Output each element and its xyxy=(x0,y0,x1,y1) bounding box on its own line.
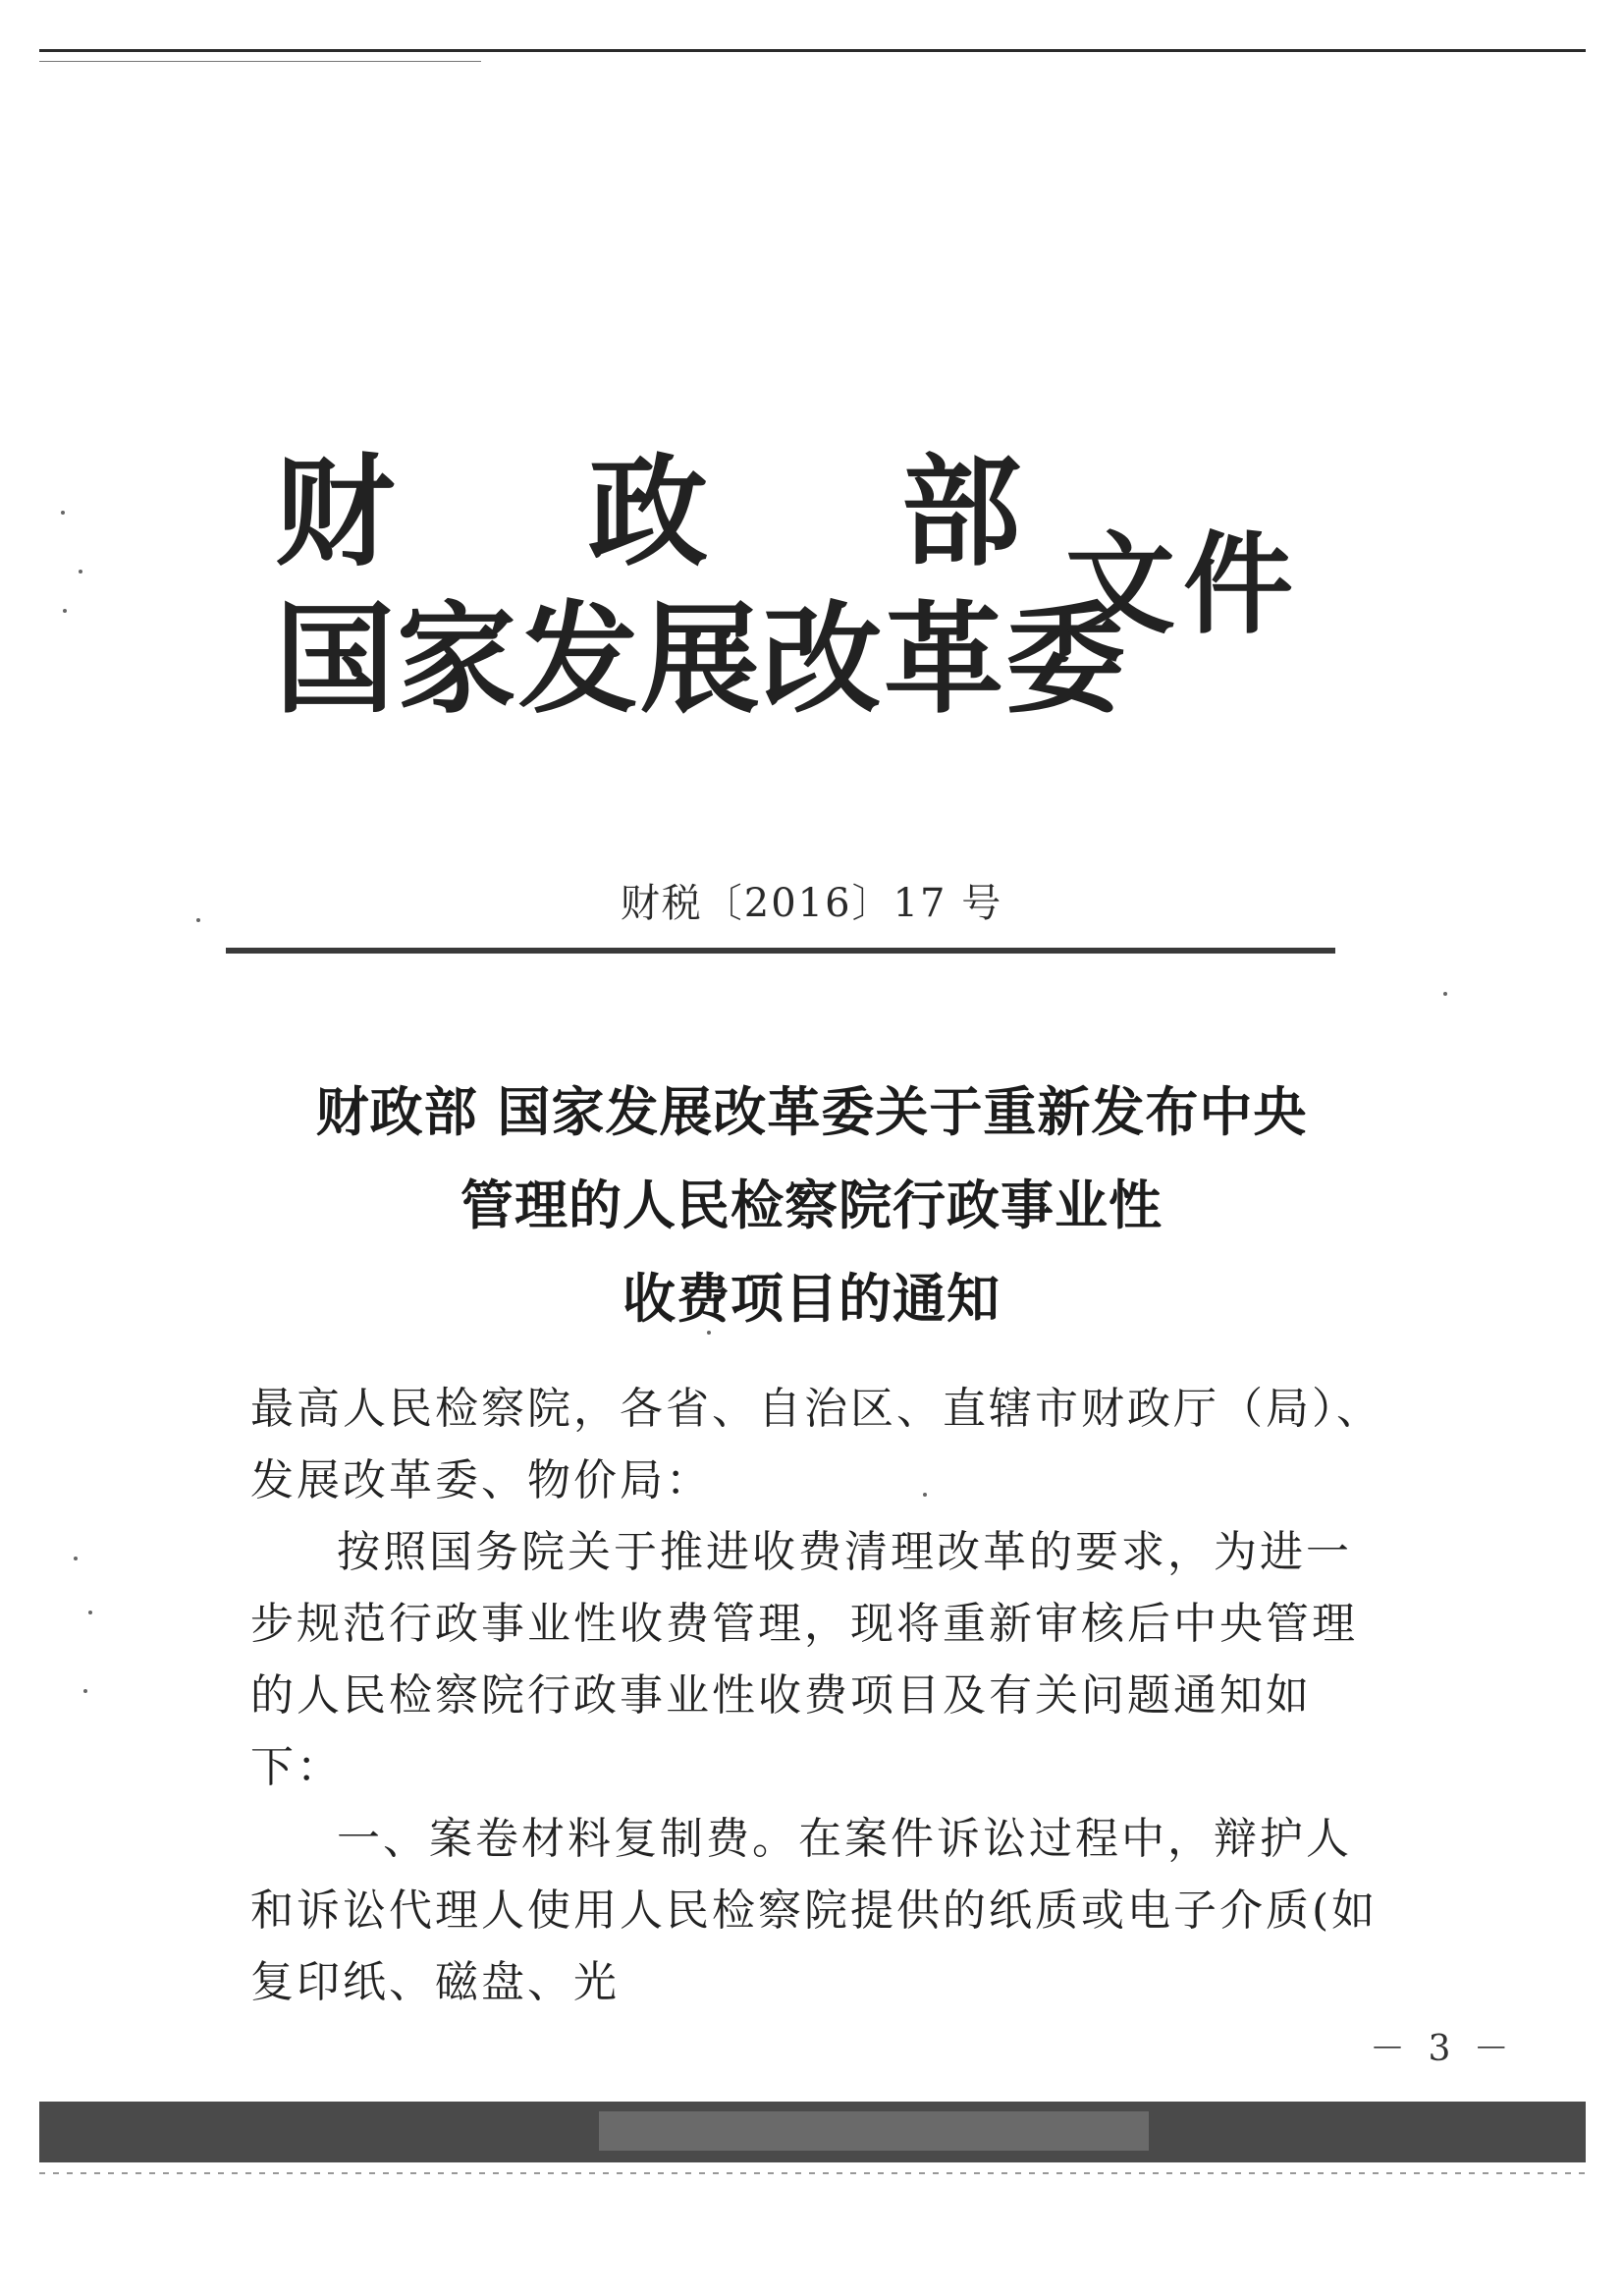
notice-title xyxy=(0,1066,1623,1345)
document-kind-label: 文件 xyxy=(1065,520,1301,649)
issuer-line-finance-ministry xyxy=(275,441,1021,582)
issuer-char: 财 xyxy=(275,441,395,582)
document-number: 财税〔2016〕17 号 xyxy=(620,881,1003,926)
issuer-line-ndrc: 国家发展改革委 xyxy=(275,588,1127,730)
scan-speck xyxy=(88,1611,92,1614)
scan-speck xyxy=(196,918,200,922)
bottom-scan-band-inner xyxy=(599,2111,1149,2151)
notice-body xyxy=(250,1373,1389,2018)
scan-speck xyxy=(83,1689,87,1693)
scan-speck xyxy=(79,570,82,574)
body-paragraph: 一、案卷材料复制费。在案件诉讼过程中，辩护人和诉讼代理人使用人民检察院提供的纸质或电子介质(如复印纸、磁盘、光 xyxy=(250,1814,1379,2007)
scan-speck xyxy=(61,511,65,515)
notice-title-line: 财政部 国家发展改革委关于重新发布中央 xyxy=(315,1080,1308,1143)
body-paragraph: 按照国务院关于推进收费清理改革的要求，为进一步规范行政事业性收费管理，现将重新审核后中央管理的人民检察院行政事业性收费项目及有关问题通知如下： xyxy=(250,1527,1358,1792)
scan-speck xyxy=(1443,992,1447,996)
header-separator-rule xyxy=(226,948,1335,954)
top-scan-rule-thin xyxy=(39,61,481,62)
notice-title-line: 收费项目的通知 xyxy=(622,1267,1001,1330)
scan-speck xyxy=(74,1557,78,1560)
scan-speck xyxy=(63,609,67,613)
issuer-char: 政 xyxy=(588,441,708,582)
scan-speck xyxy=(923,1493,927,1497)
notice-title-line: 管理的人民检察院行政事业性 xyxy=(460,1174,1163,1236)
bottom-scan-noise xyxy=(39,2172,1586,2174)
top-scan-rule xyxy=(39,49,1586,52)
addressee: 最高人民检察院，各省、自治区、直辖市财政厅（局）、发展改革委、物价局： xyxy=(250,1384,1382,1505)
issuer-char: 部 xyxy=(901,441,1021,582)
scan-speck xyxy=(707,1331,711,1335)
page-number: － 3 － xyxy=(1370,2029,1515,2069)
